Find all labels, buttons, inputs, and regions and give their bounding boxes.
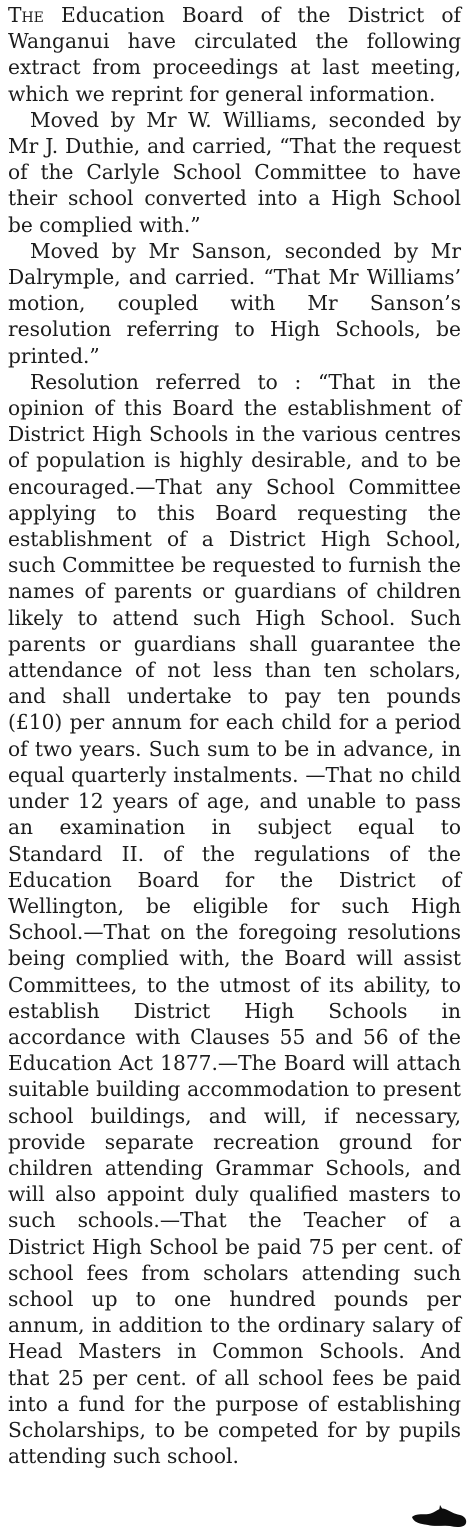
ink-blot-mark xyxy=(410,1503,468,1529)
drop-lead-word: The xyxy=(8,3,44,27)
williams-motion-paragraph: Moved by Mr W. Williams, seconded by Mr J. Duthie, and carried, “That the request of the Carlyle School Committee to have their school converted into a High School be complied with.” xyxy=(8,107,461,237)
resolution-paragraph: Resolution referred to : “That in the opinion of this Board the establishment of District High Schools in the various centres of population is highly desirable, and to be encouraged.—That any School Committee applying to this Board requesting the establishment of a District High School, such Committee be requested to furnish the names of parents or guardians of children likely to attend such High School. Such parents or guardians shall guarantee the attendance of not less than ten scholars, and shall undertake to pay ten pounds (£10) per annum for each child for a period of two years. Such sum to be in advance, in equal quarterly instalments. —That no child under 12 years of age, and unable to pass an examination in subject equal to Standard II. of the regulations of the Education Board for the District of Wellington, be eligible for such High School.—That on the foregoing resolutions being complied with, the Board will assist Committees, to the utmost of its ability, to establish District High Schools in accordance with Clauses 55 and 56 of the Education Act 1877.—The Board will attach suitable building accommodation to present school buildings, and will, if necessary, provide separate recreation ground for children attending Grammar Schools, and will also appoint duly qualified masters to such schools.—That the Teacher of a District High School be paid 75 per cent. of school fees from scholars attending such school up to one hundred pounds per annum, in addition to the ordinary salary of Head Masters in Common Schools. And that 25 per cent. of all school fees be paid into a fund for the purpose of establishing Scholarships, to be competed for by pupils attending such school. xyxy=(8,369,461,1469)
intro-paragraph-text: Education Board of the District of Wanganui have circulated the following extract from proceedings at last meeting, which we reprint for general information. xyxy=(8,3,461,106)
sanson-motion-paragraph: Moved by Mr Sanson, seconded by Mr Dalrymple, and carried. “That Mr Williams’ motion, coupled with Mr Sanson’s resolution referring to High Schools, be printed.” xyxy=(8,238,461,368)
intro-paragraph xyxy=(8,2,461,107)
newspaper-column xyxy=(8,2,461,1469)
